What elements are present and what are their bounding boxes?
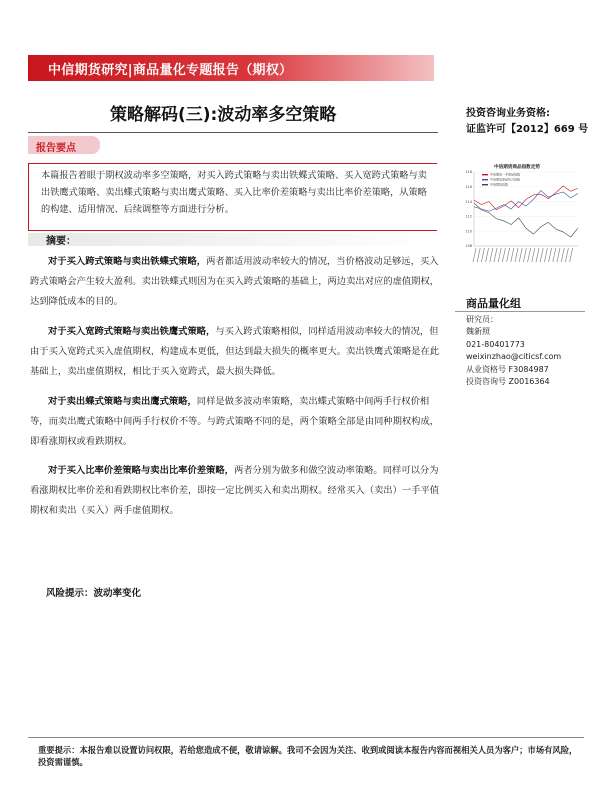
qualification-block	[466, 106, 588, 138]
chart-x-tick-mark	[519, 248, 522, 262]
footer-divider	[28, 737, 584, 738]
legend-item: 中信期货指数	[490, 182, 509, 187]
summary-text: 本篇报告着眼于期权波动率多空策略，对买入跨式策略与卖出铁蝶式策略、买入宽跨式策略与卖出铁鹰式策略、卖出蝶式策略与卖出鹰式策略、买入比率价差策略与卖出比率价差策略，从策略的构建、适用情况、后续调整等方面进行分析。	[41, 170, 427, 215]
chart-x-tick-mark	[502, 248, 505, 262]
summary-tab-label: 报告要点	[36, 143, 76, 154]
chart-x-tick-mark	[570, 248, 573, 262]
legend-item: 中信期货商品综合指数	[490, 177, 521, 182]
researcher-name: 魏新照	[466, 327, 490, 337]
chart-x-tick-mark	[515, 248, 518, 262]
team-group-title: 商品量化组	[466, 297, 521, 310]
legend-item: 中信期货一手商品指数	[490, 172, 521, 177]
team-divider	[455, 311, 585, 312]
header-banner-title: 中信期货研究|商品量化专题报告（期权）	[48, 63, 293, 78]
chart-x-tick-mark	[561, 248, 564, 262]
chart-x-tick-mark	[553, 248, 556, 262]
chart-x-tick-mark	[494, 248, 497, 262]
chart-x-tick-mark	[481, 248, 484, 262]
chart-x-tick-mark	[511, 248, 514, 262]
chart-x-tick-mark	[549, 248, 552, 262]
qualification-line-1: 投资咨询业务资格:	[466, 108, 550, 119]
chart-x-tick-mark	[507, 248, 510, 262]
chart-x-tick-mark	[536, 248, 539, 262]
chart-x-tick-mark	[540, 248, 543, 262]
chart-y-tick-label: 116	[465, 185, 472, 189]
paragraph-body: 两者分别为做多和做空波动率策略。同样可以分为看涨期权比率价差和看跌期权比率价差，即按一定比例买入和卖出期权。经常买入（卖出）一手平值期权和卖出（买入）两手虚值期权。	[30, 465, 440, 516]
chart-x-tick-mark	[473, 248, 476, 262]
chart-y-tick-label: 114	[465, 199, 472, 204]
chart-y-tick-label: 110	[465, 229, 472, 234]
researcher-email[interactable]: weixinzhao@citicsf.com	[466, 352, 562, 362]
paragraph-body: 与买入跨式策略相似，同样适用波动率较大的情况，但由于买入宽跨式买入虚值期权，构建成本更低，但达到最大损失的概率更大。卖出铁鹰式策略是在此基础上，卖出虚值期权，相比于买入宽跨式，最大损失降低。	[30, 326, 440, 377]
researcher-license: 从业资格号 F3084987	[466, 364, 549, 374]
qualification-line-2: 证监许可【2012】669 号	[466, 124, 589, 135]
risk-warning: 风险提示：波动率变化	[46, 588, 142, 599]
chart-y-tick-label: 108	[465, 244, 472, 249]
paragraph-lead: 对于买入比率价差策略与卖出比率价差策略，	[48, 465, 234, 476]
chart-x-tick-mark	[490, 248, 493, 262]
chart-x-tick-mark	[565, 248, 568, 262]
chart-x-tick-mark	[544, 248, 547, 262]
paragraph-lead: 对于买入宽跨式策略与卖出铁鹰式策略，	[48, 326, 216, 337]
title-divider	[28, 132, 438, 133]
chart-x-tick-mark	[486, 248, 489, 262]
abstract-paragraph	[30, 461, 440, 521]
chart-x-tick-mark	[528, 248, 531, 262]
chart-x-tick-mark	[557, 248, 560, 262]
abstract-bar	[28, 233, 437, 246]
abstract-label: 摘要：	[46, 236, 76, 247]
paragraph-lead: 对于卖出蝶式策略与卖出鹰式策略，	[48, 396, 197, 407]
chart-x-tick-mark	[477, 248, 480, 262]
chart-y-tick-label: 112	[465, 214, 472, 219]
abstract-paragraph	[30, 392, 440, 452]
legend-swatch	[482, 174, 488, 175]
researcher-label: 研究员：	[466, 315, 498, 324]
commodity-index-chart	[452, 160, 582, 265]
researcher-phone: 021-80401773	[466, 339, 525, 349]
legend-swatch	[482, 179, 488, 180]
chart-y-tick-label: 118	[465, 170, 472, 175]
contact-block	[466, 314, 561, 388]
footer-disclaimer: 重要提示：本报告难以设置访问权限，若给您造成不便，敬请谅解。我司不会因为关注、收到或阅读本报告内容而视相关人员为客户；市场有风险，投资需谨慎。	[38, 745, 578, 767]
chart-series-line	[474, 203, 578, 237]
chart-title: 中信期货商品指数走势	[494, 165, 540, 170]
chart-x-tick-labels	[473, 248, 573, 262]
paragraph-body: 同样是做多波动率策略，卖出蝶式策略中间两手行权价相等，而卖出鹰式策略中间两手行权价不等。与跨式策略不同的是，两个策略全部是由同种期权构成，即看涨期权或看跌期权。	[30, 396, 440, 447]
report-title: 策略解码(三):波动率多空策略	[110, 105, 337, 125]
chart-series-line	[474, 191, 578, 212]
chart-x-tick-mark	[498, 248, 501, 262]
chart-x-tick-mark	[532, 248, 535, 262]
paragraph-lead: 对于买入跨式策略与卖出铁蝶式策略，	[48, 256, 207, 267]
paragraph-body: 两者都适用波动率较大的情况，当价格波动足够远，买入跨式策略会产生较大盈利。卖出铁蝶式则因为在买入跨式策略的基础上，两边卖出对应的虚值期权，达到降低成本的目的。	[30, 256, 440, 307]
chart-x-tick-mark	[523, 248, 526, 262]
researcher-advisory-license: 投资咨询号 Z0016364	[466, 377, 550, 387]
abstract-paragraph	[30, 322, 440, 382]
legend-swatch	[482, 184, 488, 185]
abstract-paragraph	[30, 252, 440, 312]
